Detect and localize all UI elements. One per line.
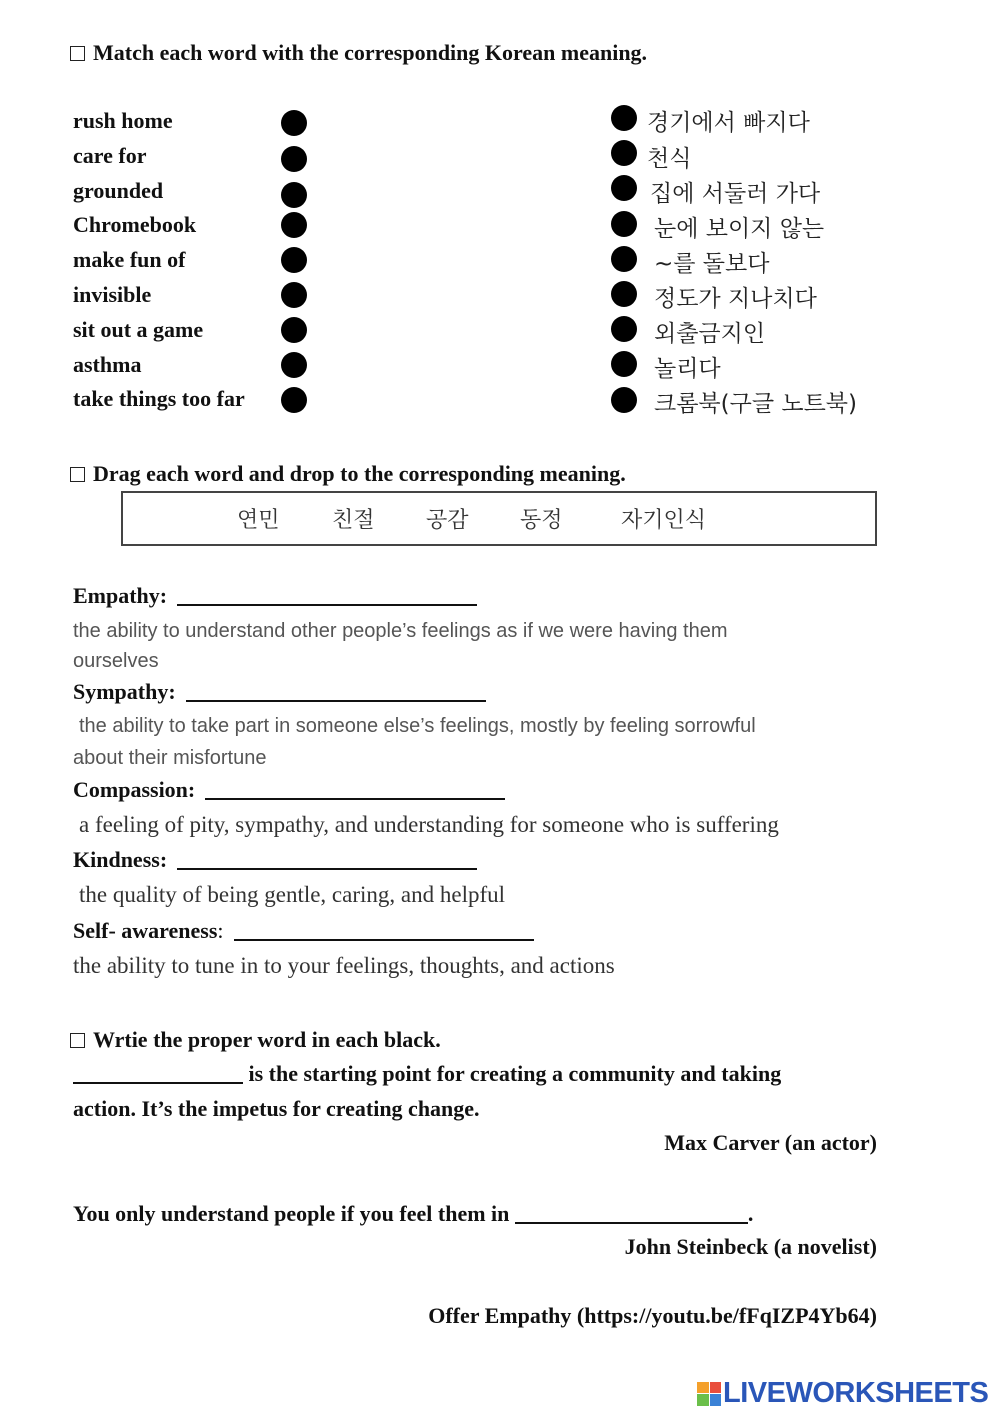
definition-sympathy (73, 679, 486, 705)
term-sit-out-a-game: sit out a game (73, 317, 204, 342)
meaning-4: 눈에 보이지 않는 (654, 216, 825, 242)
word-bank-item[interactable]: 공감 (426, 508, 469, 533)
meaning-2: 천식 (647, 146, 692, 172)
meaning-8: 놀리다 (654, 356, 721, 382)
match-dot-right[interactable] (611, 105, 637, 131)
term-chromebook: Chromebook (73, 212, 197, 237)
definition-text: about their misfortune (73, 747, 267, 769)
meaning-9: 크롬북(구글 노트북) (654, 391, 858, 417)
definition-empathy (73, 583, 477, 609)
meaning-1: 경기에서 빠지다 (647, 110, 810, 136)
match-dot-left[interactable] (281, 146, 307, 172)
definition-text: the quality of being gentle, caring, and helpful (79, 882, 506, 907)
answer-blank[interactable] (205, 778, 505, 800)
logo-mark-icon (697, 1382, 721, 1406)
definition-term: Self- awareness (73, 918, 218, 943)
answer-blank[interactable] (177, 848, 477, 870)
meaning-7: 외출금지인 (654, 321, 766, 347)
liveworksheets-logo (697, 1377, 988, 1410)
answer-blank[interactable] (73, 1062, 243, 1084)
match-dot-right[interactable] (611, 281, 637, 307)
definition-text: ourselves (73, 650, 159, 672)
definition-text: the ability to take part in someone else’s feelings, mostly by feeling sorrowful (79, 715, 756, 737)
match-dot-left[interactable] (281, 387, 307, 413)
definition-term-colon: : (217, 918, 224, 943)
match-dot-right[interactable] (611, 387, 637, 413)
match-dot-left[interactable] (281, 317, 307, 343)
match-dot-left[interactable] (281, 182, 307, 208)
match-dot-right[interactable] (611, 351, 637, 377)
term-asthma: asthma (73, 352, 142, 377)
match-dot-right[interactable] (611, 316, 637, 342)
meaning-6: 정도가 지나치다 (654, 286, 817, 312)
term-grounded: grounded (73, 178, 164, 203)
definition-text: the ability to understand other people’s feelings as if we were having them (73, 620, 728, 642)
meaning-3: 집에 서둘러 가다 (650, 181, 821, 207)
match-dot-right[interactable] (611, 246, 637, 272)
term-invisible: invisible (73, 282, 152, 307)
match-dot-left[interactable] (281, 247, 307, 273)
quote1-author: Max Carver (an actor) (664, 1130, 877, 1155)
match-dot-left[interactable] (281, 282, 307, 308)
video-link[interactable]: Offer Empathy (https://youtu.be/fFqIZP4Yb64) (428, 1303, 877, 1328)
word-bank-item[interactable]: 동정 (520, 508, 563, 533)
term-rush-home: rush home (73, 108, 173, 133)
answer-blank[interactable] (234, 919, 534, 941)
match-dot-right[interactable] (611, 175, 637, 201)
definition-compassion (73, 777, 505, 803)
section3-heading: Wrtie the proper word in each black. (70, 1027, 441, 1053)
section2-checkbox[interactable] (70, 467, 85, 482)
term-take-things-too-far: take things too far (73, 386, 245, 411)
definition-self-awareness (73, 918, 534, 944)
word-bank-item[interactable]: 친절 (332, 508, 375, 533)
definition-text: the ability to tune in to your feelings, thoughts, and actions (73, 953, 615, 978)
match-dot-left[interactable] (281, 212, 307, 238)
definition-kindness (73, 847, 477, 873)
quote2: You only understand people if you feel them in . (73, 1201, 754, 1226)
definition-term: Kindness: (73, 847, 168, 872)
answer-blank[interactable] (177, 584, 477, 606)
definition-term: Empathy: (73, 583, 168, 608)
quote2-author: John Steinbeck (a novelist) (624, 1234, 877, 1259)
meaning-5: ~를 돌보다 (654, 251, 770, 277)
match-dot-left[interactable] (281, 110, 307, 136)
definition-term: Sympathy: (73, 679, 176, 704)
answer-blank[interactable] (515, 1202, 748, 1224)
match-dot-right[interactable] (611, 211, 637, 237)
word-bank (121, 491, 877, 546)
word-bank-item[interactable]: 연민 (237, 508, 280, 533)
definition-term: Compassion: (73, 777, 196, 802)
match-dot-right[interactable] (611, 140, 637, 166)
quote1-line1: is the starting point for creating a community and taking (73, 1061, 781, 1087)
match-dot-left[interactable] (281, 352, 307, 378)
definition-text: a feeling of pity, sympathy, and understanding for someone who is suffering (79, 812, 779, 837)
quote1-line2: action. It’s the impetus for creating change. (73, 1096, 480, 1121)
term-make-fun-of: make fun of (73, 247, 186, 272)
section1-heading: Match each word with the corresponding Korean meaning. (70, 40, 647, 66)
word-bank-item[interactable]: 자기인식 (621, 508, 707, 533)
section1-checkbox[interactable] (70, 46, 85, 61)
answer-blank[interactable] (186, 680, 486, 702)
section3-checkbox[interactable] (70, 1033, 85, 1048)
section2-heading: Drag each word and drop to the corresponding meaning. (70, 461, 626, 487)
term-care-for: care for (73, 143, 147, 168)
brand-name: LIVEWORKSHEETS (723, 1377, 989, 1409)
